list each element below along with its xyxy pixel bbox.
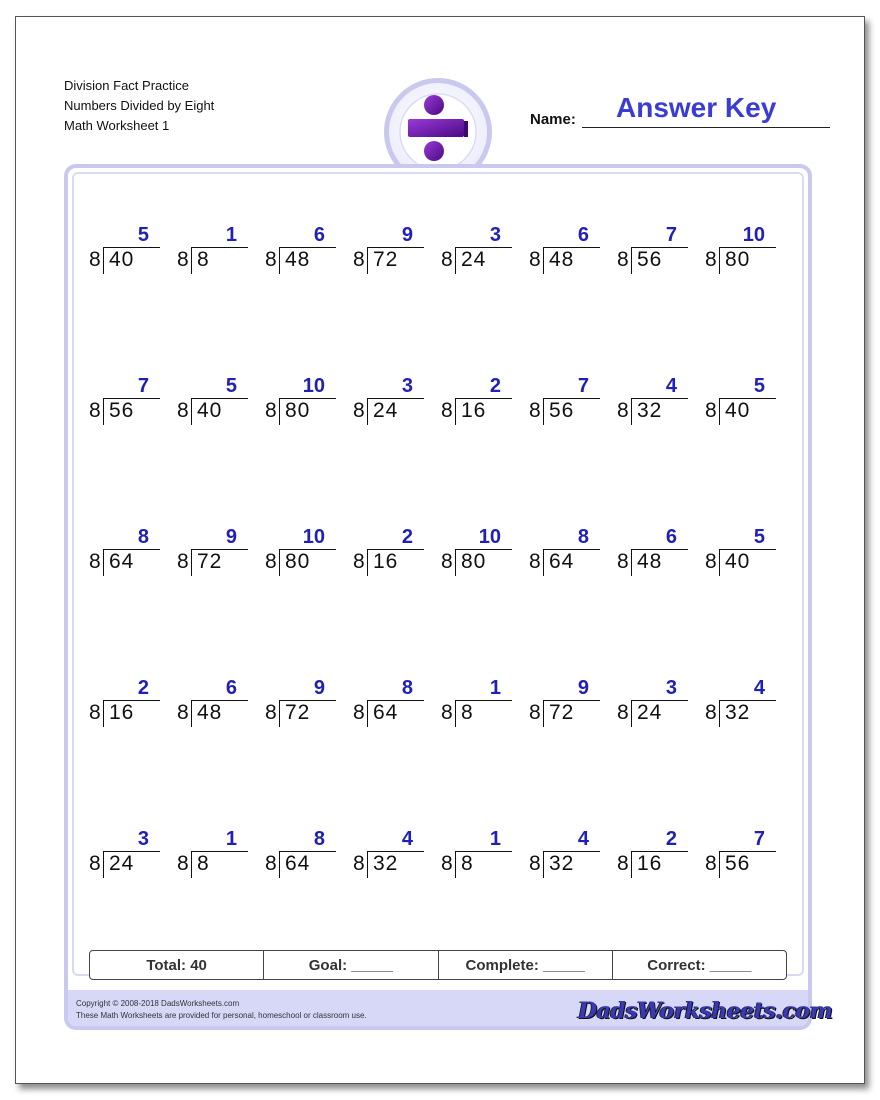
dividend: 40 <box>725 399 751 422</box>
division-bracket <box>455 549 456 576</box>
divisor: 8 <box>441 550 453 573</box>
quotient-answer: 10 <box>478 526 501 548</box>
quotient-answer: 5 <box>753 375 765 397</box>
quotient-answer: 9 <box>577 677 589 699</box>
quotient-answer: 6 <box>225 677 237 699</box>
divisor: 8 <box>705 701 717 724</box>
dividend: 72 <box>197 550 223 573</box>
division-bracket <box>279 851 280 878</box>
division-bracket <box>367 398 368 425</box>
division-bracket <box>191 247 192 274</box>
division-bracket <box>543 247 544 274</box>
dividend: 56 <box>109 399 135 422</box>
division-problem <box>89 526 169 586</box>
dividend: 72 <box>373 248 399 271</box>
division-bracket <box>455 398 456 425</box>
divisor: 8 <box>177 248 189 271</box>
dividend: 48 <box>637 550 663 573</box>
dividend: 8 <box>197 248 210 271</box>
divisor: 8 <box>529 248 541 271</box>
division-problem <box>441 375 521 435</box>
divisor: 8 <box>617 550 629 573</box>
division-bracket <box>631 549 632 576</box>
dividend: 80 <box>285 399 311 422</box>
dividend: 80 <box>725 248 751 271</box>
dividend: 64 <box>549 550 575 573</box>
division-bracket <box>279 247 280 274</box>
division-problem <box>529 828 609 888</box>
division-problem <box>353 828 433 888</box>
divisor: 8 <box>353 701 365 724</box>
division-problem <box>265 828 345 888</box>
quotient-answer: 3 <box>401 375 413 397</box>
divisor: 8 <box>617 852 629 875</box>
quotient-answer: 7 <box>137 375 149 397</box>
quotient-answer: 4 <box>753 677 765 699</box>
quotient-answer: 7 <box>577 375 589 397</box>
dividend: 80 <box>461 550 487 573</box>
quotient-answer: 4 <box>665 375 677 397</box>
dividend: 48 <box>197 701 223 724</box>
division-problem <box>617 828 697 888</box>
quotient-answer: 3 <box>489 224 501 246</box>
division-bracket <box>103 398 104 425</box>
goal-cell: Goal: _____ <box>264 951 438 979</box>
quotient-answer: 10 <box>302 375 325 397</box>
usage-note: These Math Worksheets are provided for personal, homeschool or classroom use. <box>76 1011 367 1020</box>
dividend: 64 <box>109 550 135 573</box>
divisor: 8 <box>705 248 717 271</box>
divisor: 8 <box>89 852 101 875</box>
copyright-block <box>76 998 367 1022</box>
divisor: 8 <box>705 550 717 573</box>
quotient-answer: 9 <box>225 526 237 548</box>
division-problem <box>177 526 257 586</box>
dividend: 72 <box>285 701 311 724</box>
divisor: 8 <box>353 852 365 875</box>
quotient-answer: 6 <box>577 224 589 246</box>
division-bracket <box>631 700 632 727</box>
division-bracket <box>631 851 632 878</box>
divisor: 8 <box>265 701 277 724</box>
divisor: 8 <box>529 550 541 573</box>
dividend: 24 <box>373 399 399 422</box>
division-bracket <box>719 851 720 878</box>
division-bracket <box>191 549 192 576</box>
quotient-answer: 5 <box>225 375 237 397</box>
division-bracket <box>367 851 368 878</box>
division-problem <box>265 526 345 586</box>
dividend: 64 <box>373 701 399 724</box>
title-line-1: Division Fact Practice <box>64 78 189 93</box>
divisor: 8 <box>353 550 365 573</box>
dividend: 48 <box>549 248 575 271</box>
quotient-answer: 9 <box>401 224 413 246</box>
quotient-answer: 4 <box>401 828 413 850</box>
name-label: Name: <box>530 111 576 128</box>
division-bracket <box>367 549 368 576</box>
divisor: 8 <box>265 852 277 875</box>
quotient-answer: 10 <box>302 526 325 548</box>
quotient-answer: 2 <box>489 375 501 397</box>
division-problem <box>617 677 697 737</box>
division-problem <box>529 375 609 435</box>
divisor: 8 <box>177 701 189 724</box>
quotient-answer: 2 <box>665 828 677 850</box>
divisor: 8 <box>89 248 101 271</box>
divisor: 8 <box>177 399 189 422</box>
quotient-answer: 1 <box>225 828 237 850</box>
divisor: 8 <box>177 550 189 573</box>
quotient-answer: 3 <box>665 677 677 699</box>
division-problem <box>177 828 257 888</box>
dividend: 24 <box>461 248 487 271</box>
correct-cell: Correct: _____ <box>647 956 752 974</box>
divisor: 8 <box>441 852 453 875</box>
division-problem <box>353 526 433 586</box>
dividend: 16 <box>373 550 399 573</box>
name-line <box>582 127 830 128</box>
quotient-answer: 5 <box>753 526 765 548</box>
division-bracket <box>719 247 720 274</box>
division-problem <box>441 224 521 284</box>
copyright-text: Copyright © 2008-2018 DadsWorksheets.com <box>76 999 240 1008</box>
dividend: 8 <box>461 701 474 724</box>
division-problem <box>265 375 345 435</box>
divisor: 8 <box>617 701 629 724</box>
division-bracket <box>367 247 368 274</box>
dividend: 48 <box>285 248 311 271</box>
dividend: 72 <box>549 701 575 724</box>
division-problem <box>265 224 345 284</box>
divisor: 8 <box>177 852 189 875</box>
division-problem <box>441 677 521 737</box>
division-problem <box>89 828 169 888</box>
division-problem <box>705 677 785 737</box>
score-summary <box>89 950 787 980</box>
dividend: 8 <box>461 852 474 875</box>
division-problem <box>89 677 169 737</box>
division-problem <box>177 677 257 737</box>
division-bracket <box>455 247 456 274</box>
quotient-answer: 7 <box>753 828 765 850</box>
division-problem <box>441 526 521 586</box>
dividend: 16 <box>461 399 487 422</box>
quotient-answer: 8 <box>577 526 589 548</box>
dividend: 64 <box>285 852 311 875</box>
divisor: 8 <box>441 248 453 271</box>
quotient-answer: 2 <box>137 677 149 699</box>
quotient-answer: 2 <box>401 526 413 548</box>
division-problem <box>705 375 785 435</box>
quotient-answer: 1 <box>225 224 237 246</box>
total-cell: Total: 40 <box>90 951 264 979</box>
division-bracket <box>191 398 192 425</box>
divisor: 8 <box>441 399 453 422</box>
division-bracket <box>367 700 368 727</box>
divisor: 8 <box>265 399 277 422</box>
quotient-answer: 10 <box>742 224 765 246</box>
division-bracket <box>631 247 632 274</box>
divisor: 8 <box>617 248 629 271</box>
divisor: 8 <box>265 248 277 271</box>
complete-cell: Complete: _____ <box>439 951 613 979</box>
dividend: 32 <box>637 399 663 422</box>
division-bracket <box>719 549 720 576</box>
division-bracket <box>279 398 280 425</box>
dividend: 56 <box>725 852 751 875</box>
quotient-answer: 6 <box>313 224 325 246</box>
division-bracket <box>543 851 544 878</box>
division-problem <box>177 224 257 284</box>
division-bracket <box>631 398 632 425</box>
quotient-answer: 6 <box>665 526 677 548</box>
division-problem <box>617 526 697 586</box>
division-problem <box>529 677 609 737</box>
division-bracket <box>103 700 104 727</box>
quotient-answer: 8 <box>313 828 325 850</box>
dividend: 16 <box>637 852 663 875</box>
title-line-3: Math Worksheet 1 <box>64 118 170 133</box>
division-bracket <box>191 700 192 727</box>
dividend: 8 <box>197 852 210 875</box>
worksheet-title-block <box>64 76 214 136</box>
dividend: 32 <box>549 852 575 875</box>
division-bracket <box>719 398 720 425</box>
division-problem <box>705 828 785 888</box>
title-line-2: Numbers Divided by Eight <box>64 98 215 113</box>
division-bracket <box>279 700 280 727</box>
division-bracket <box>719 700 720 727</box>
division-bracket <box>543 549 544 576</box>
dividend: 32 <box>373 852 399 875</box>
quotient-answer: 7 <box>665 224 677 246</box>
divisor: 8 <box>705 852 717 875</box>
quotient-answer: 5 <box>137 224 149 246</box>
division-problem <box>353 224 433 284</box>
dividend: 56 <box>549 399 575 422</box>
quotient-answer: 3 <box>137 828 149 850</box>
divisor: 8 <box>265 550 277 573</box>
divisor: 8 <box>89 399 101 422</box>
division-problem <box>265 677 345 737</box>
dividend: 80 <box>285 550 311 573</box>
answer-key-text: Answer Key <box>616 92 777 123</box>
dividend: 56 <box>637 248 663 271</box>
division-problem <box>617 375 697 435</box>
division-bracket <box>543 700 544 727</box>
division-problem <box>441 828 521 888</box>
divisor: 8 <box>529 399 541 422</box>
dividend: 32 <box>725 701 751 724</box>
quotient-answer: 1 <box>489 828 501 850</box>
division-bracket <box>103 549 104 576</box>
quotient-answer: 1 <box>489 677 501 699</box>
divisor: 8 <box>529 701 541 724</box>
division-bracket <box>103 247 104 274</box>
division-problem <box>353 375 433 435</box>
division-bracket <box>279 549 280 576</box>
divisor: 8 <box>617 399 629 422</box>
division-problem <box>529 224 609 284</box>
division-bracket <box>191 851 192 878</box>
division-bracket <box>455 700 456 727</box>
dividend: 40 <box>197 399 223 422</box>
division-problem <box>617 224 697 284</box>
dividend: 24 <box>637 701 663 724</box>
division-bracket <box>543 398 544 425</box>
divisor: 8 <box>89 701 101 724</box>
division-bracket <box>455 851 456 878</box>
division-problem <box>353 677 433 737</box>
divisor: 8 <box>353 248 365 271</box>
divisor: 8 <box>529 852 541 875</box>
divisor: 8 <box>353 399 365 422</box>
divisor: 8 <box>441 701 453 724</box>
division-problem <box>177 375 257 435</box>
divisor: 8 <box>89 550 101 573</box>
quotient-answer: 8 <box>401 677 413 699</box>
dividend: 40 <box>725 550 751 573</box>
division-problem <box>89 224 169 284</box>
quotient-answer: 8 <box>137 526 149 548</box>
division-problem <box>705 526 785 586</box>
brand-logo: DadsWorksheets.com <box>578 998 833 1024</box>
division-problem <box>89 375 169 435</box>
dividend: 24 <box>109 852 135 875</box>
division-problem <box>705 224 785 284</box>
dividend: 16 <box>109 701 135 724</box>
division-bracket <box>103 851 104 878</box>
divisor: 8 <box>705 399 717 422</box>
division-problem <box>529 526 609 586</box>
quotient-answer: 4 <box>577 828 589 850</box>
quotient-answer: 9 <box>313 677 325 699</box>
dividend: 40 <box>109 248 135 271</box>
